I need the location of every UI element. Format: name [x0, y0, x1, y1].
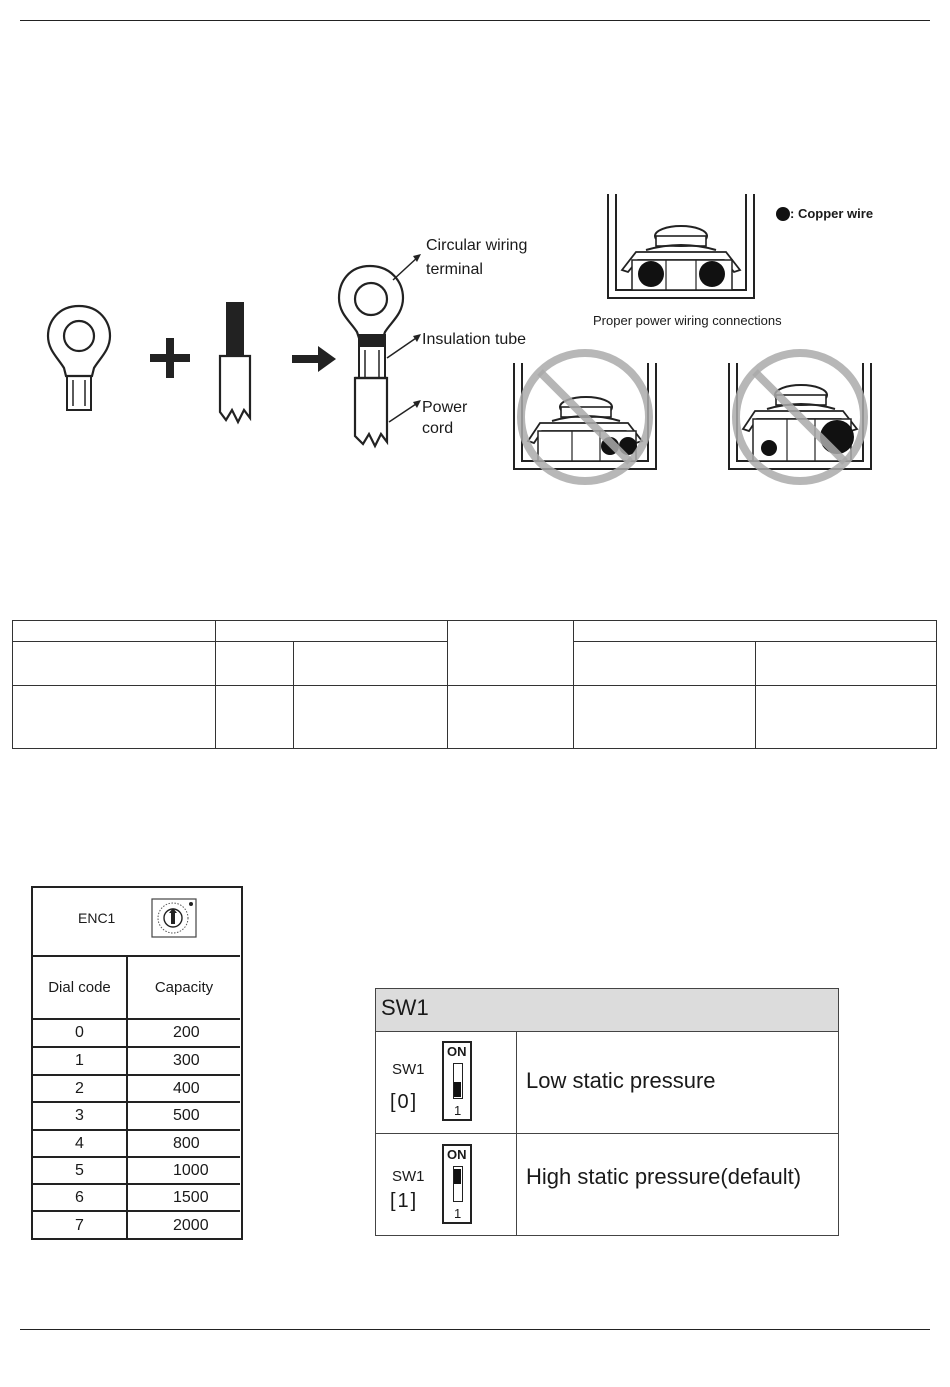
- arrow-right-icon: [290, 344, 338, 374]
- table-cell: [215, 642, 293, 686]
- sw1-title: SW1: [381, 995, 429, 1020]
- table-cell: [574, 642, 756, 686]
- dial-table-header: [33, 888, 240, 957]
- circular-terminal-label: Circular wiring terminal: [426, 237, 528, 278]
- table-cell: [215, 686, 293, 749]
- rotary-dial-icon: [151, 898, 197, 938]
- sw1-row-description: High static pressure(default): [526, 1164, 802, 1189]
- table-cell: [293, 642, 447, 686]
- dip-switch-slot: [453, 1166, 463, 1202]
- plus-icon: [148, 336, 192, 380]
- table-cell: [756, 686, 937, 749]
- table-cell: [447, 686, 574, 749]
- ring-terminal-illustration: [40, 300, 120, 420]
- dip-switch-icon: ON 1: [442, 1041, 472, 1121]
- improper-connection-diagram-2: [725, 345, 875, 490]
- table-row: 6 1500: [33, 1183, 240, 1211]
- sw1-row-name: SW1: [392, 1168, 425, 1185]
- table-row: 7 2000: [33, 1210, 240, 1239]
- table-row: [376, 1031, 838, 1133]
- dip-switch-lever: [454, 1082, 461, 1097]
- dial-code-header: Dial code: [48, 979, 111, 996]
- table-cell: [756, 642, 937, 686]
- table-cell: [293, 686, 447, 749]
- sw1-row-code: [0]: [390, 1091, 419, 1113]
- blank-spec-table: [12, 620, 937, 749]
- capacity-header: Capacity: [154, 979, 214, 996]
- table-row: 4 800: [33, 1129, 240, 1157]
- top-rule: [20, 20, 930, 21]
- table-row: [376, 1133, 838, 1236]
- dip-switch-lever: [454, 1169, 461, 1184]
- table-row: 0 200: [33, 1018, 240, 1046]
- dial-code-table: [31, 886, 243, 1240]
- table-cell: [215, 621, 447, 642]
- enc1-label: ENC1: [78, 910, 116, 926]
- power-cord-illustration: [210, 298, 260, 428]
- bottom-rule: [20, 1329, 930, 1330]
- table-cell: [574, 686, 756, 749]
- table-cell: [13, 686, 216, 749]
- sw1-row-name: SW1: [392, 1061, 425, 1078]
- table-row: 3 500: [33, 1101, 240, 1129]
- assembled-terminal-illustration: [335, 262, 425, 452]
- sw1-table: [375, 988, 839, 1236]
- proper-connection-caption: Proper power wiring connections: [593, 313, 782, 328]
- sw1-row-code: [1]: [390, 1190, 419, 1212]
- proper-connection-diagram: [606, 192, 756, 302]
- insulation-tube-label: Insulation tube: [422, 331, 527, 348]
- table-cell: [574, 621, 937, 642]
- power-cord-label: Power cord: [422, 399, 468, 437]
- table-row: 5 1000: [33, 1156, 240, 1184]
- dip-switch-slot: [453, 1063, 463, 1099]
- dip-switch-icon: ON 1: [442, 1144, 472, 1224]
- table-cell: [13, 642, 216, 686]
- table-cell: [13, 621, 216, 642]
- copper-wire-legend: : Copper wire: [790, 206, 874, 221]
- table-row: 1 300: [33, 1046, 240, 1074]
- sw1-table-header: [376, 989, 838, 1032]
- sw1-row-description: Low static pressure: [526, 1068, 716, 1093]
- copper-wire-legend-dot: [775, 206, 791, 222]
- table-row: 2 400: [33, 1074, 240, 1102]
- improper-connection-diagram-1: [510, 345, 660, 490]
- table-cell: [447, 621, 574, 686]
